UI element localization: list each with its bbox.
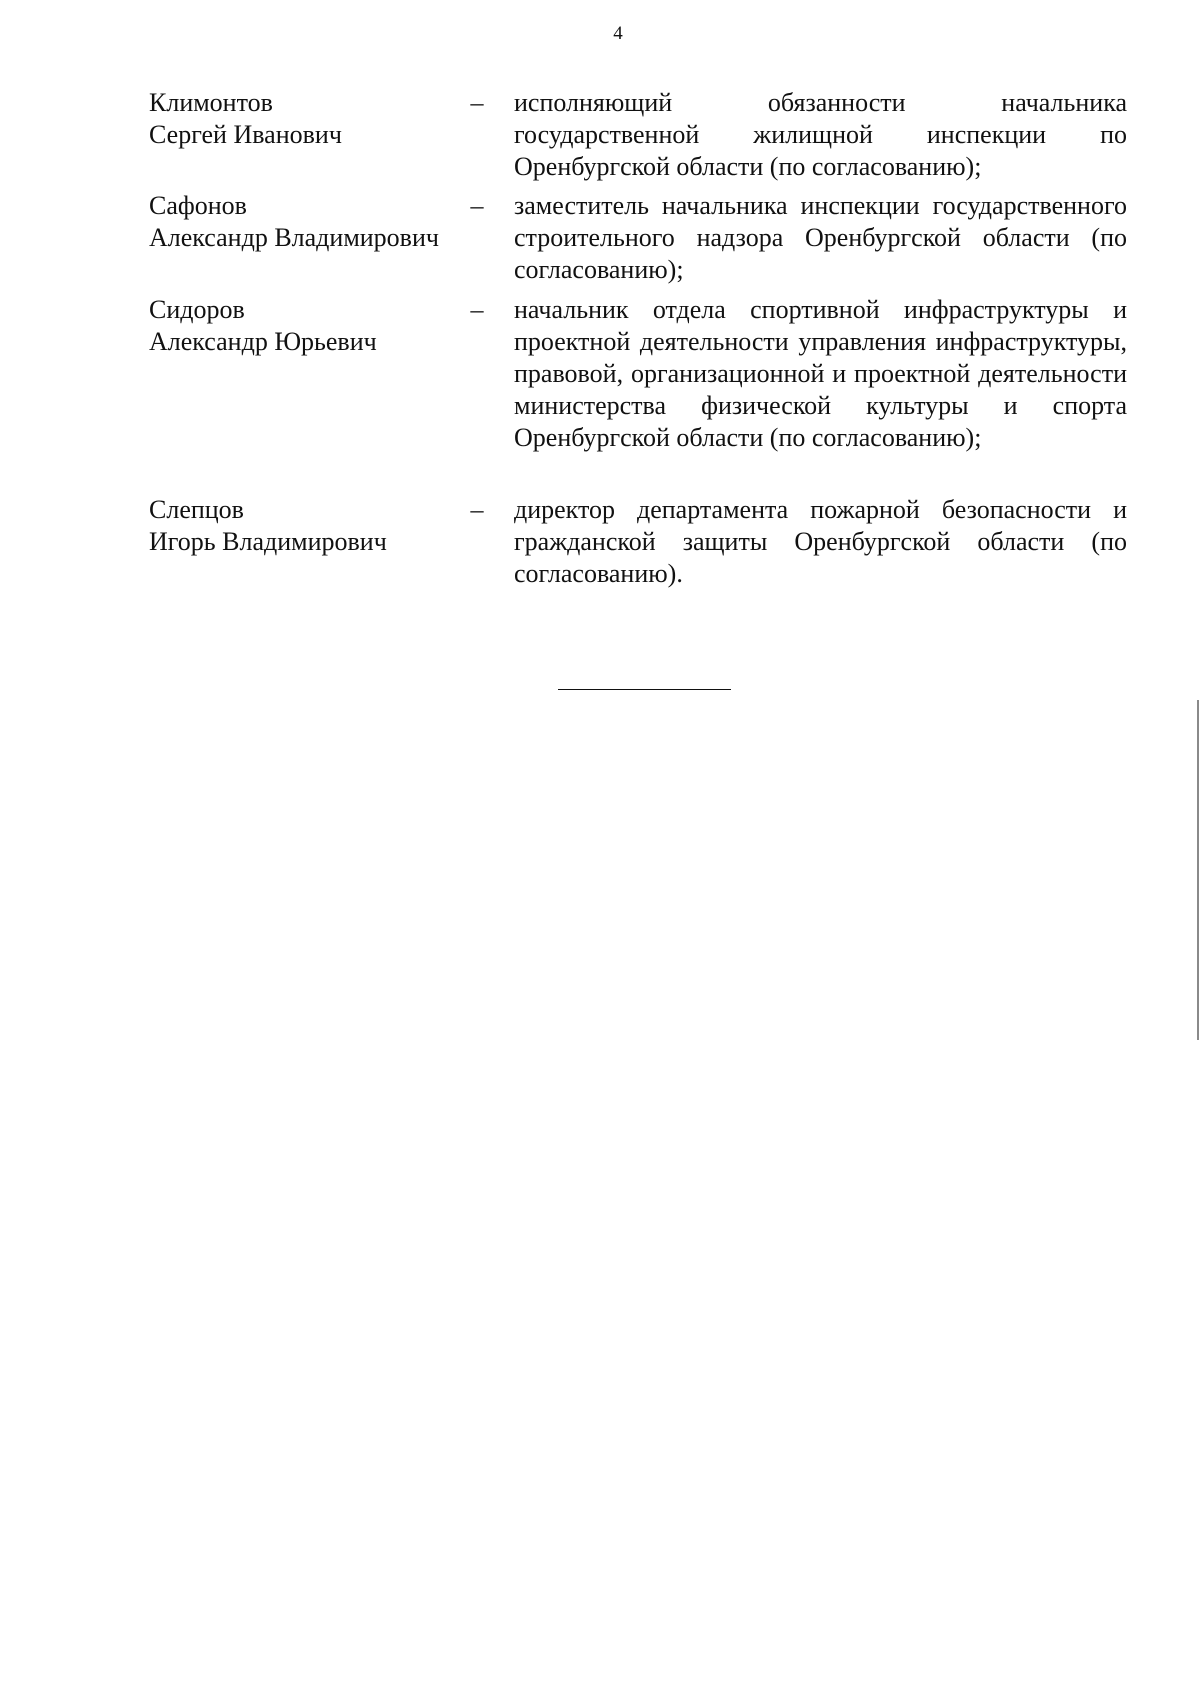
member-surname: Сафонов	[149, 191, 247, 220]
closing-rule	[558, 689, 731, 690]
separator-dash: –	[470, 88, 484, 117]
member-surname: Сидоров	[149, 295, 245, 324]
member-name	[149, 294, 469, 358]
member-given-names: Александр Владимирович	[149, 223, 439, 252]
member-role: директор департамента пожарной безопасности и гражданской защиты Оренбургской области (по согласованию).	[514, 495, 1127, 588]
member-role: заместитель начальника инспекции государственного строительного надзора Оренбургской области (по согласованию);	[514, 191, 1127, 284]
member-name	[149, 87, 469, 151]
member-surname: Слепцов	[149, 495, 244, 524]
member-name	[149, 190, 469, 254]
member-given-names: Сергей Иванович	[149, 120, 342, 149]
scan-edge-shadow	[1197, 700, 1199, 1040]
separator-dash: –	[470, 191, 484, 220]
member-role: исполняющий обязанности начальника государственной жилищной инспекции по Оренбургской области (по согласованию);	[514, 88, 1127, 181]
page-number: 4	[613, 23, 623, 44]
separator-dash: –	[470, 495, 484, 524]
member-given-names: Александр Юрьевич	[149, 327, 377, 356]
member-surname: Климонтов	[149, 88, 273, 117]
member-name	[149, 494, 469, 558]
separator-dash: –	[470, 295, 484, 324]
member-role: начальник отдела спортивной инфраструктуры и проектной деятельности управления инфраструктуры, правовой, организационной и проектной деятельности министерства физической культуры и спорта Оренбургской области (по согласованию);	[514, 295, 1127, 452]
member-given-names: Игорь Владимирович	[149, 527, 387, 556]
